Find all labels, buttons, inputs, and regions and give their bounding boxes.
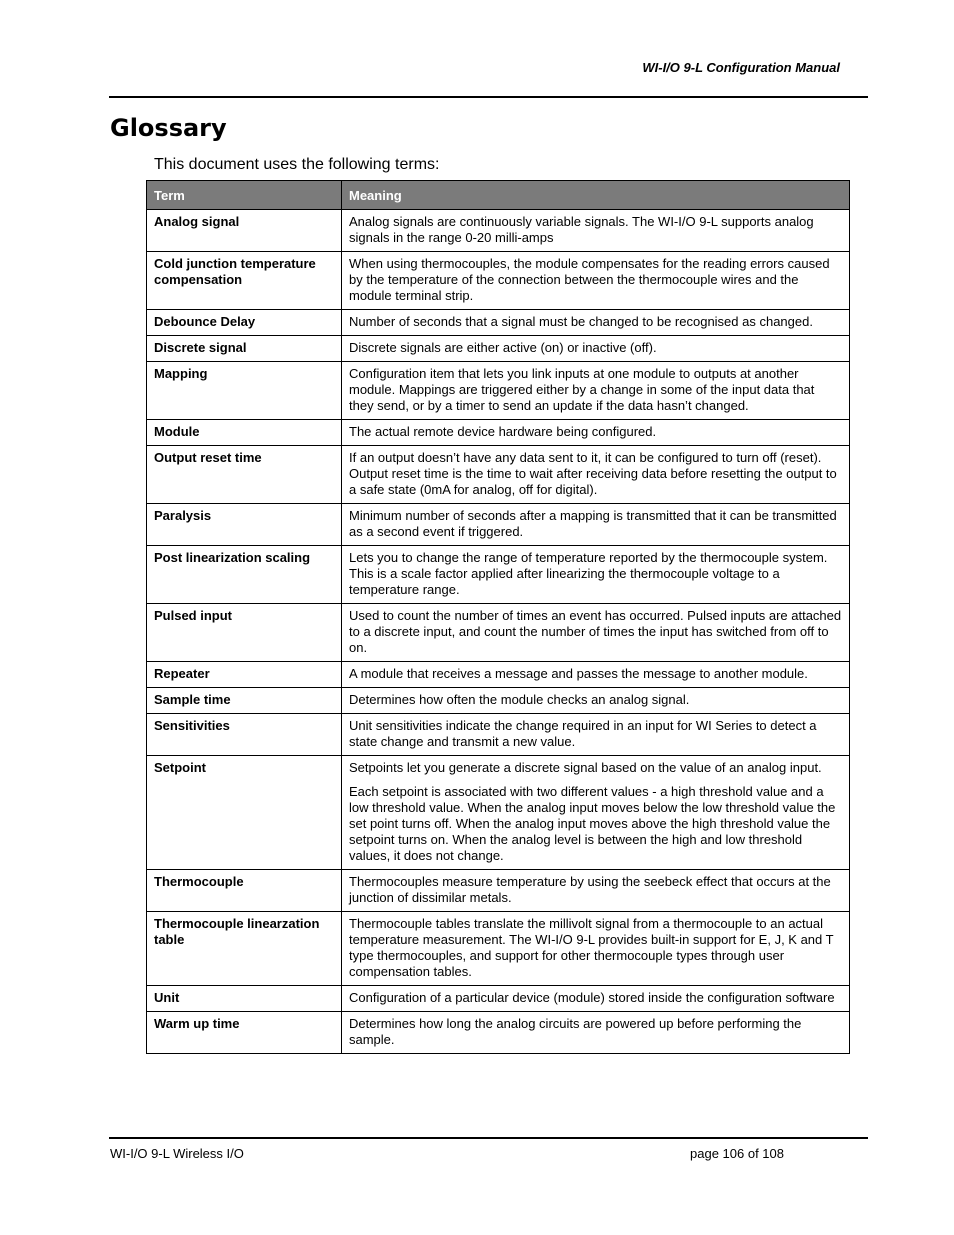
table-row <box>147 986 850 1012</box>
glossary-term: Mapping <box>147 362 342 420</box>
glossary-term: Module <box>147 420 342 446</box>
glossary-meaning <box>342 1012 850 1054</box>
running-header: WI-I/O 9-L Configuration Manual <box>642 60 840 75</box>
table-header-row <box>147 181 850 210</box>
table-row <box>147 420 850 446</box>
meaning-paragraph: If an output doesn’t have any data sent to it, it can be configured to turn off (reset). Output reset time is the time to wait after receiving data before resetting the output to a safe state (0mA for analog, off for digital). <box>349 450 837 497</box>
meaning-paragraph: Determines how often the module checks an analog signal. <box>349 692 690 707</box>
meaning-paragraph: Each setpoint is associated with two different values - a high threshold value and a low threshold value. When the analog input moves below the low threshold value the set point turns off. When the analog input moves above the high threshold value the setpoint turns on. When the analog level is between the high and low threshold values, it does not change. <box>349 784 836 863</box>
table-row <box>147 336 850 362</box>
table-row <box>147 912 850 986</box>
meaning-paragraph: Lets you to change the range of temperature reported by the thermocouple system. This is a scale factor applied after linearizing the thermocouple voltage to a temperature range. <box>349 550 828 597</box>
table-row <box>147 310 850 336</box>
glossary-meaning <box>342 662 850 688</box>
glossary-meaning <box>342 688 850 714</box>
meaning-paragraph: Configuration item that lets you link inputs at one module to outputs at another module. Mappings are triggered either by a change in some of the input data that they send, or by a timer to send an update if the data hasn’t changed. <box>349 366 815 413</box>
table-row <box>147 1012 850 1054</box>
table-row <box>147 870 850 912</box>
glossary-meaning <box>342 362 850 420</box>
meaning-paragraph: When using thermocouples, the module compensates for the reading errors caused by the temperature of the connection between the thermocouple wires and the module terminal strip. <box>349 256 830 303</box>
glossary-term: Thermocouple <box>147 870 342 912</box>
glossary-term: Warm up time <box>147 1012 342 1054</box>
glossary-meaning <box>342 252 850 310</box>
glossary-term: Discrete signal <box>147 336 342 362</box>
table-row <box>147 756 850 870</box>
glossary-term: Cold junction temperature compensation <box>147 252 342 310</box>
glossary-term: Unit <box>147 986 342 1012</box>
glossary-term: Paralysis <box>147 504 342 546</box>
table-row <box>147 362 850 420</box>
footer-document-name: WI-I/O 9-L Wireless I/O <box>110 1146 244 1161</box>
glossary-meaning <box>342 756 850 870</box>
glossary-term: Pulsed input <box>147 604 342 662</box>
glossary-term: Debounce Delay <box>147 310 342 336</box>
glossary-meaning <box>342 210 850 252</box>
glossary-meaning <box>342 986 850 1012</box>
glossary-term: Sensitivities <box>147 714 342 756</box>
glossary-meaning <box>342 604 850 662</box>
table-row <box>147 604 850 662</box>
glossary-term: Output reset time <box>147 446 342 504</box>
glossary-term: Thermocouple linearzation table <box>147 912 342 986</box>
glossary-table <box>146 180 850 1054</box>
table-row <box>147 714 850 756</box>
table-row <box>147 688 850 714</box>
meaning-paragraph: Configuration of a particular device (module) stored inside the configuration software <box>349 990 835 1005</box>
meaning-paragraph: Thermocouples measure temperature by using the seebeck effect that occurs at the junction of dissimilar metals. <box>349 874 831 905</box>
table-row <box>147 504 850 546</box>
table-row <box>147 252 850 310</box>
glossary-meaning <box>342 714 850 756</box>
meaning-paragraph: Setpoints let you generate a discrete signal based on the value of an analog input. <box>349 760 822 775</box>
meaning-paragraph: The actual remote device hardware being configured. <box>349 424 657 439</box>
meaning-paragraph: Determines how long the analog circuits are powered up before performing the sample. <box>349 1016 802 1047</box>
glossary-meaning <box>342 504 850 546</box>
meaning-paragraph: Minimum number of seconds after a mapping is transmitted that it can be transmitted as a second event if triggered. <box>349 508 837 539</box>
page-title: Glossary <box>110 114 227 142</box>
glossary-meaning <box>342 420 850 446</box>
glossary-meaning <box>342 446 850 504</box>
meaning-paragraph: Unit sensitivities indicate the change required in an input for WI Series to detect a state change and transmit a new value. <box>349 718 817 749</box>
meaning-paragraph: Number of seconds that a signal must be changed to be recognised as changed. <box>349 314 813 329</box>
meaning-paragraph: Discrete signals are either active (on) or inactive (off). <box>349 340 657 355</box>
glossary-term: Post linearization scaling <box>147 546 342 604</box>
glossary-meaning <box>342 870 850 912</box>
footer-rule <box>109 1137 868 1139</box>
glossary-body <box>147 210 850 1054</box>
table-row <box>147 446 850 504</box>
meaning-paragraph: Used to count the number of times an event has occurred. Pulsed inputs are attached to a discrete input, and count the number of times the input has switched from off to on. <box>349 608 842 655</box>
table-row <box>147 546 850 604</box>
column-header-meaning: Meaning <box>342 181 850 210</box>
meaning-paragraph: A module that receives a message and passes the message to another module. <box>349 666 808 681</box>
glossary-term: Sample time <box>147 688 342 714</box>
intro-text: This document uses the following terms: <box>154 156 440 173</box>
glossary-meaning <box>342 310 850 336</box>
glossary-term: Setpoint <box>147 756 342 870</box>
meaning-paragraph: Thermocouple tables translate the millivolt signal from a thermocouple to an actual temperature measurement. The WI-I/O 9-L provides built-in support for E, J, K and T type thermocouples, and support for other thermocouple types through user compensation tables. <box>349 916 834 979</box>
glossary-meaning <box>342 546 850 604</box>
footer-page-number: page 106 of 108 <box>690 1146 784 1161</box>
glossary-meaning <box>342 336 850 362</box>
meaning-paragraph: Analog signals are continuously variable signals. The WI-I/O 9-L supports analog signals in the range 0-20 milli-amps <box>349 214 814 245</box>
column-header-term: Term <box>147 181 342 210</box>
table-row <box>147 662 850 688</box>
glossary-term: Repeater <box>147 662 342 688</box>
glossary-term: Analog signal <box>147 210 342 252</box>
glossary-meaning <box>342 912 850 986</box>
table-row <box>147 210 850 252</box>
header-rule <box>109 96 868 98</box>
